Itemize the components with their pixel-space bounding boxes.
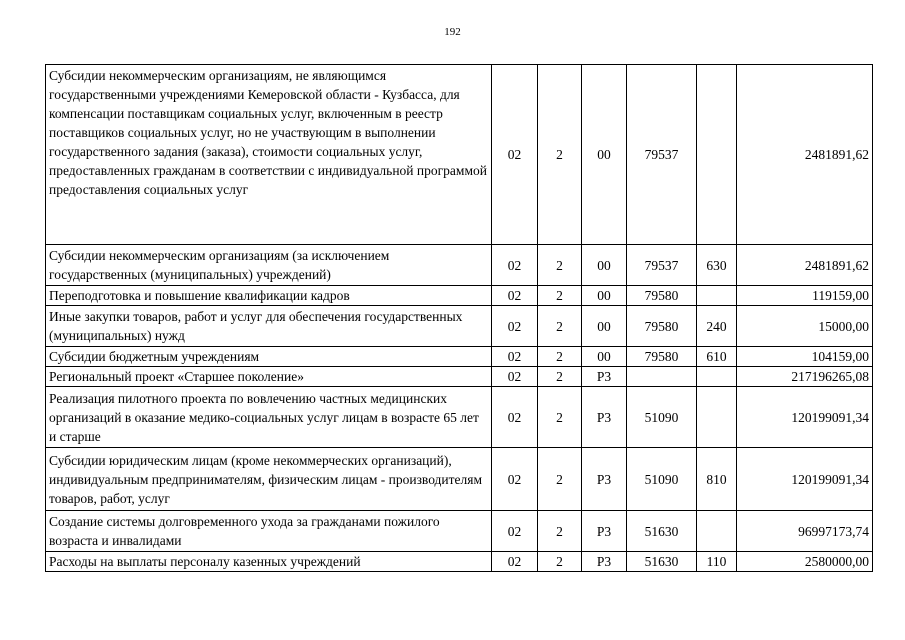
table-row bbox=[46, 387, 873, 448]
cell-code-2: 2 bbox=[538, 245, 582, 286]
table-row bbox=[46, 511, 873, 552]
cell-code-3: 00 bbox=[582, 286, 627, 306]
cell-code-5: 610 bbox=[697, 347, 737, 367]
cell-code-1: 02 bbox=[492, 286, 538, 306]
table-row bbox=[46, 65, 873, 245]
cell-code-2: 2 bbox=[538, 367, 582, 387]
cell-sum: 15000,00 bbox=[737, 306, 873, 347]
table-row bbox=[46, 286, 873, 306]
cell-code-4 bbox=[627, 367, 697, 387]
page-number: 192 bbox=[444, 26, 461, 38]
table-row bbox=[46, 367, 873, 387]
cell-sum: 217196265,08 bbox=[737, 367, 873, 387]
cell-code-1: 02 bbox=[492, 511, 538, 552]
row-name-cell: Переподготовка и повышение квалификации кадров bbox=[46, 286, 492, 306]
cell-code-2: 2 bbox=[538, 387, 582, 448]
cell-code-4: 51090 bbox=[627, 448, 697, 511]
cell-code-5: 630 bbox=[697, 245, 737, 286]
cell-code-5 bbox=[697, 286, 737, 306]
cell-code-4: 79580 bbox=[627, 306, 697, 347]
cell-code-3: P3 bbox=[582, 511, 627, 552]
cell-code-3: 00 bbox=[582, 245, 627, 286]
cell-code-5: 810 bbox=[697, 448, 737, 511]
cell-code-2: 2 bbox=[538, 286, 582, 306]
cell-code-2: 2 bbox=[538, 306, 582, 347]
cell-sum: 2481891,62 bbox=[737, 65, 873, 245]
cell-code-3: 00 bbox=[582, 347, 627, 367]
cell-code-4: 79537 bbox=[627, 65, 697, 245]
cell-code-1: 02 bbox=[492, 65, 538, 245]
table-row bbox=[46, 448, 873, 511]
cell-code-3: 00 bbox=[582, 65, 627, 245]
cell-code-5: 240 bbox=[697, 306, 737, 347]
table-row bbox=[46, 245, 873, 286]
cell-sum: 96997173,74 bbox=[737, 511, 873, 552]
cell-code-1: 02 bbox=[492, 552, 538, 572]
cell-code-3: P3 bbox=[582, 387, 627, 448]
cell-code-4: 51090 bbox=[627, 387, 697, 448]
row-name-cell: Расходы на выплаты персоналу казенных учреждений bbox=[46, 552, 492, 572]
cell-code-3: P3 bbox=[582, 552, 627, 572]
row-name-cell: Региональный проект «Старшее поколение» bbox=[46, 367, 492, 387]
cell-code-1: 02 bbox=[492, 367, 538, 387]
cell-code-3: 00 bbox=[582, 306, 627, 347]
cell-sum: 120199091,34 bbox=[737, 387, 873, 448]
cell-code-1: 02 bbox=[492, 306, 538, 347]
cell-sum: 2481891,62 bbox=[737, 245, 873, 286]
cell-code-4: 79537 bbox=[627, 245, 697, 286]
cell-sum: 104159,00 bbox=[737, 347, 873, 367]
table-row bbox=[46, 552, 873, 572]
row-name-cell: Субсидии юридическим лицам (кроме некоммерческих организаций), индивидуальным предпринимателям, физическим лицам - производителям товаров, работ, услуг bbox=[46, 448, 492, 511]
cell-code-5 bbox=[697, 387, 737, 448]
cell-code-2: 2 bbox=[538, 448, 582, 511]
cell-code-2: 2 bbox=[538, 552, 582, 572]
budget-table bbox=[45, 64, 873, 572]
cell-code-2: 2 bbox=[538, 511, 582, 552]
table-row bbox=[46, 306, 873, 347]
cell-sum: 119159,00 bbox=[737, 286, 873, 306]
table-row bbox=[46, 347, 873, 367]
cell-code-2: 2 bbox=[538, 65, 582, 245]
cell-code-5 bbox=[697, 65, 737, 245]
row-name-cell: Субсидии некоммерческим организациям (за исключением государственных (муниципальных) учреждений) bbox=[46, 245, 492, 286]
row-name-cell: Субсидии некоммерческим организациям, не являющимся государственными учреждениями Кемеровской области - Кузбасса, для компенсации поставщикам социальных услуг, включенным в реестр поставщиков социальных услуг, но не участвующим в выполнении государственного задания (заказа), стоимости социальных услуг, предоставленных гражданам в соответствии с индивидуальной программой предоставления социальных услуг bbox=[46, 65, 492, 245]
cell-sum: 120199091,34 bbox=[737, 448, 873, 511]
cell-code-1: 02 bbox=[492, 448, 538, 511]
cell-code-5 bbox=[697, 367, 737, 387]
cell-code-3: P3 bbox=[582, 448, 627, 511]
cell-code-4: 79580 bbox=[627, 347, 697, 367]
cell-sum: 2580000,00 bbox=[737, 552, 873, 572]
cell-code-4: 79580 bbox=[627, 286, 697, 306]
cell-code-4: 51630 bbox=[627, 511, 697, 552]
cell-code-1: 02 bbox=[492, 387, 538, 448]
row-name-cell: Реализация пилотного проекта по вовлечению частных медицинских организаций в оказание медико-социальных услуг лицам в возрасте 65 лет и старше bbox=[46, 387, 492, 448]
cell-code-2: 2 bbox=[538, 347, 582, 367]
cell-code-5 bbox=[697, 511, 737, 552]
cell-code-5: 110 bbox=[697, 552, 737, 572]
row-name-cell: Создание системы долговременного ухода за гражданами пожилого возраста и инвалидами bbox=[46, 511, 492, 552]
cell-code-4: 51630 bbox=[627, 552, 697, 572]
row-name-cell: Иные закупки товаров, работ и услуг для обеспечения государственных (муниципальных) нужд bbox=[46, 306, 492, 347]
cell-code-3: P3 bbox=[582, 367, 627, 387]
cell-code-1: 02 bbox=[492, 347, 538, 367]
cell-code-1: 02 bbox=[492, 245, 538, 286]
row-name-cell: Субсидии бюджетным учреждениям bbox=[46, 347, 492, 367]
